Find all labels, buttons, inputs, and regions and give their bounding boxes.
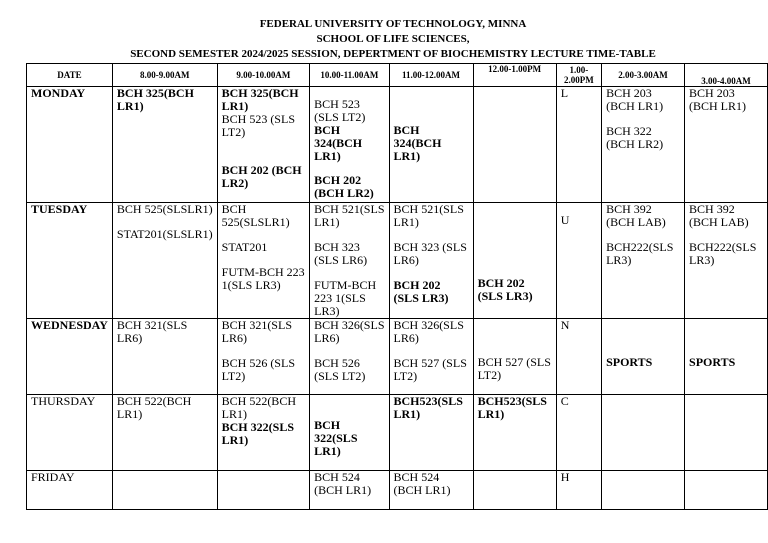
slot-cell (602, 395, 685, 471)
course-entry: BCH222(SLS LR3) (689, 240, 757, 267)
slot-cell (685, 471, 768, 510)
lunch-letter-text: U (560, 213, 570, 227)
course-entry: BCH 392 (BCH LAB) (606, 202, 666, 229)
course-entry: BCH 525(SLSLR1) (116, 202, 213, 216)
slot-cell (389, 87, 473, 203)
course-entry: BCH 324(BCH LR1) (393, 123, 442, 163)
course-entry: BCH222(SLS LR3) (606, 240, 674, 267)
course-entry: STAT201 (221, 240, 268, 254)
slot-cell (602, 87, 685, 203)
course-entry: BCH 321(SLS LR6) (221, 318, 292, 345)
course-entry: BCH 322(SLS LR1) (314, 418, 358, 458)
course-entry: BCH 521(SLS LR1) (393, 202, 464, 229)
slot-cell (310, 319, 389, 395)
course-entry: BCH 202 (BCH LR2) (221, 163, 302, 190)
slot-cell (685, 87, 768, 203)
course-entry: BCH 202 (SLS LR3) (393, 278, 449, 305)
course-entry: BCH 326(SLS LR6) (393, 318, 464, 345)
slot-cell (112, 395, 217, 471)
course-entry: BCH 325(BCH LR1) (221, 86, 299, 113)
course-entry: BCH 326(SLS LR6) (314, 318, 385, 345)
timetable-title: SECOND SEMESTER 2024/2025 SESSION, DEPERTMENT OF BIOCHEMISTRY LECTURE TIME-TABLE (130, 48, 656, 60)
row-thursday (27, 395, 768, 471)
course-entry: BCH 323 (SLS LR6) (314, 240, 368, 267)
slot-cell (217, 203, 310, 319)
course-entry: BCH 203 (BCH LR1) (606, 86, 664, 113)
course-entry: BCH 325(BCH LR1) (116, 86, 194, 113)
column-header-1pm: 1.00-2.00PM (556, 64, 601, 87)
course-entry: BCH 522(BCH LR1) (116, 394, 192, 421)
slot-cell (473, 87, 556, 203)
slot-cell (112, 87, 217, 203)
slot-cell (685, 395, 768, 471)
lunch-letter: N (556, 319, 601, 395)
institution-title: FEDERAL UNIVERSITY OF TECHNOLOGY, MINNA (259, 18, 527, 30)
course-entry: BCH 323 (SLS LR6) (393, 240, 467, 267)
course-entry: BCH 392 (BCH LAB) (689, 202, 749, 229)
course-entry: BCH 527 (SLS LT2) (477, 355, 551, 382)
slot-cell (217, 87, 310, 203)
row-friday (27, 471, 768, 510)
course-entry: BCH523(SLS LR1) (393, 394, 463, 421)
lunch-letter: L (556, 87, 601, 203)
slot-cell (217, 471, 310, 510)
slot-cell (685, 203, 768, 319)
slot-cell (473, 319, 556, 395)
course-entry: BCH 521(SLS LR1) (314, 202, 385, 229)
sports-entry: SPORTS (606, 355, 653, 369)
course-entry: BCH 523 (SLS LT2) (314, 97, 366, 124)
lunch-letter: H (556, 471, 601, 510)
course-entry: BCH523(SLS LR1) (477, 394, 547, 421)
slot-cell (217, 395, 310, 471)
course-entry: BCH 321(SLS LR6) (116, 318, 188, 345)
slot-cell (473, 395, 556, 471)
course-entry: BCH 322 (BCH LR2) (606, 124, 664, 151)
sports-entry: SPORTS (689, 355, 736, 369)
lunch-letter (556, 203, 601, 319)
course-entry: FUTM-BCH 223 1(SLS LR3) (314, 278, 377, 318)
column-header-2pm: 2.00-3.00AM (602, 64, 685, 87)
row-tuesday (27, 203, 768, 319)
course-entry: BCH 525(SLSLR1) (221, 202, 290, 229)
slot-cell (389, 395, 473, 471)
course-entry: STAT201(SLSLR1) (116, 227, 213, 241)
course-entry: BCH 324(BCH LR1) (314, 123, 363, 163)
course-entry: BCH 203 (BCH LR1) (689, 86, 747, 113)
course-entry: FUTM-BCH 223 1(SLS LR3) (221, 265, 305, 292)
course-entry: BCH 527 (SLS LT2) (393, 356, 467, 383)
school-title: SCHOOL OF LIFE SCIENCES, (316, 33, 470, 45)
course-entry: BCH 524 (BCH LR1) (314, 470, 372, 497)
slot-cell (217, 319, 310, 395)
slot-cell (473, 203, 556, 319)
day-cell: THURSDAY (27, 395, 113, 471)
slot-cell (112, 471, 217, 510)
day-cell: MONDAY (27, 87, 113, 203)
slot-cell (389, 203, 473, 319)
course-entry: BCH 524 (BCH LR1) (393, 470, 451, 497)
slot-cell (389, 319, 473, 395)
course-entry: BCH 322(SLS LR1) (221, 420, 294, 447)
column-header-10am: 10.00-11.00AM (310, 64, 389, 87)
day-cell: FRIDAY (27, 471, 113, 510)
header-row (27, 64, 768, 87)
course-entry: BCH 526 (SLS LT2) (221, 356, 295, 383)
slot-cell (112, 319, 217, 395)
column-header-8am: 8.00-9.00AM (112, 64, 217, 87)
course-entry: BCH 526 (SLS LT2) (314, 356, 366, 383)
slot-cell (112, 203, 217, 319)
course-entry: BCH 523 (SLS LT2) (221, 112, 295, 139)
slot-cell (685, 319, 768, 395)
slot-cell (602, 203, 685, 319)
day-cell: WEDNESDAY (27, 319, 113, 395)
slot-cell (310, 203, 389, 319)
slot-cell (473, 471, 556, 510)
row-wednesday (27, 319, 768, 395)
column-header-12pm: 12.00-1.00PM (473, 64, 556, 87)
column-header-date: DATE (27, 64, 113, 87)
lunch-letter: C (556, 395, 601, 471)
course-entry: BCH 202 (BCH LR2) (314, 173, 374, 200)
column-header-3pm: 3.00-4.00AM (685, 64, 768, 87)
slot-cell (310, 87, 389, 203)
course-entry: BCH 202 (SLS LR3) (477, 276, 533, 303)
slot-cell (602, 319, 685, 395)
column-header-11am: 11.00-12.00AM (389, 64, 473, 87)
timetable (26, 63, 768, 510)
row-monday (27, 87, 768, 203)
slot-cell (389, 471, 473, 510)
slot-cell (310, 395, 389, 471)
slot-cell (602, 471, 685, 510)
column-header-9am: 9.00-10.00AM (217, 64, 310, 87)
course-entry: BCH 522(BCH LR1) (221, 394, 296, 421)
day-cell: TUESDAY (27, 203, 113, 319)
slot-cell (310, 471, 389, 510)
